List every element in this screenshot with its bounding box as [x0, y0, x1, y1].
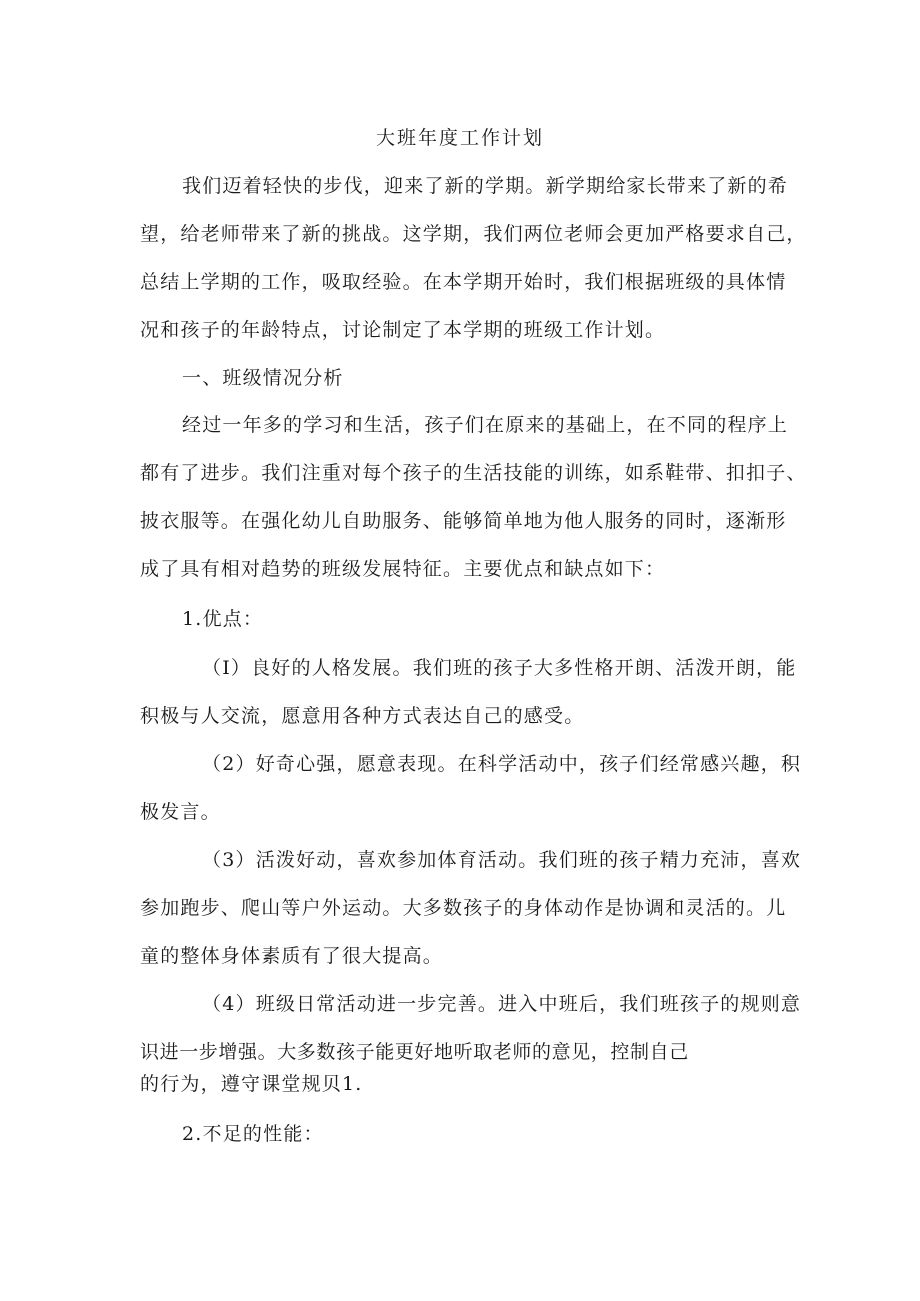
subheading: 1.优点：	[182, 608, 264, 630]
paragraph-line: 童的整体身体素质有了很大提高。	[140, 945, 444, 967]
paragraph-line: （2）好奇心强，愿意表现。在科学活动中，孩子们经常感兴趣，积	[202, 753, 802, 775]
paragraph-line: 经过一年多的学习和生活，孩子们在原来的基础上，在不同的程序上	[182, 414, 789, 436]
paragraph-line: 都有了进步。我们注重对每个孩子的生活技能的训练，如系鞋带、扣扣子、	[140, 462, 807, 484]
paragraph-line: 成了具有相对趋势的班级发展特征。主要优点和缺点如下：	[140, 558, 666, 580]
document-title: 大班年度工作计划	[375, 127, 544, 149]
paragraph-line: 披衣服等。在强化幼儿自助服务、能够简单地为他人服务的同时，逐渐形	[140, 510, 787, 532]
subheading: 2.不足的性能：	[182, 1123, 324, 1145]
paragraph-line: 积极与人交流，愿意用各种方式表达自己的感受。	[140, 705, 585, 727]
paragraph-line: 识进一步增强。大多数孩子能更好地听取老师的意见，控制自己	[140, 1041, 689, 1063]
paragraph-line: 望，给老师带来了新的挑战。这学期，我们两位老师会更加严格要求自己，	[140, 223, 807, 245]
paragraph-line: 的行为，遵守课堂规贝1.	[140, 1073, 363, 1095]
paragraph-line: 况和孩子的年龄特点，讨论制定了本学期的班级工作计划。	[140, 319, 666, 341]
paragraph-line: （3）活泼好动，喜欢参加体育活动。我们班的孩子精力充沛，喜欢	[202, 849, 802, 871]
paragraph-line: 我们迈着轻快的步伐，迎来了新的学期。新学期给家长带来了新的希	[182, 175, 789, 197]
paragraph-line: 参加跑步、爬山等户外运动。大多数孩子的身体动作是协调和灵活的。儿	[140, 897, 787, 919]
section-heading: 一、班级情况分析	[182, 367, 344, 389]
paragraph-line: （I）良好的人格发展。我们班的孩子大多性格开朗、活泼开朗，能	[202, 657, 797, 679]
paragraph-line: （4）班级日常活动进一步完善。进入中班后，我们班孩子的规则意	[202, 993, 802, 1015]
paragraph-line: 极发言。	[140, 801, 221, 823]
paragraph-line: 总结上学期的工作，吸取经验。在本学期开始时，我们根据班级的具体情	[140, 271, 787, 293]
